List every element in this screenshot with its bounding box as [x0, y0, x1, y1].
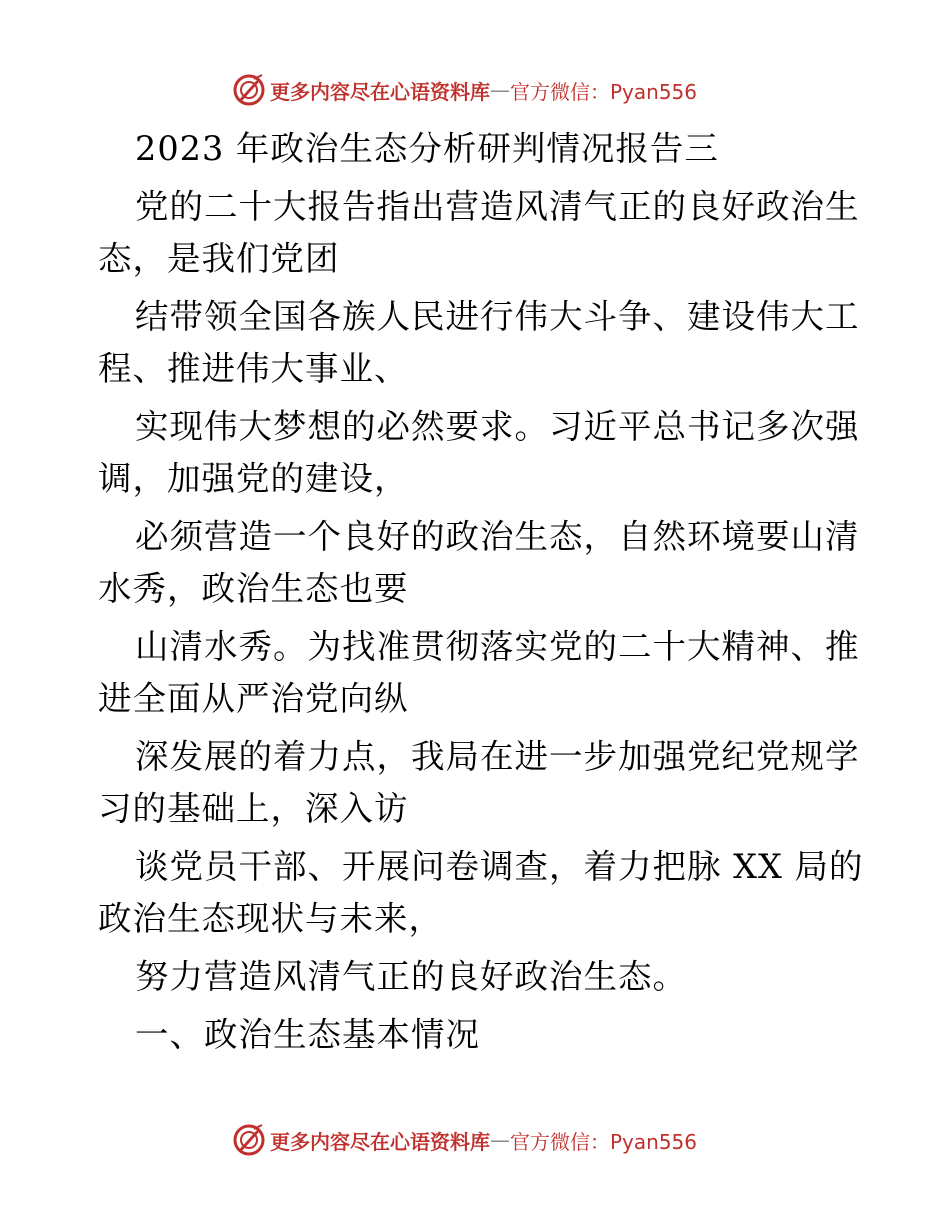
banner-wechat-id: 官方微信：Pyan556 — [510, 79, 698, 104]
paragraph-line: 山清水秀。为找准贯彻落实党的二十大精神、推 — [135, 627, 860, 666]
quill-pen-seal-icon — [232, 73, 266, 107]
banner-separator: — — [490, 1128, 510, 1152]
document-title: 2023 年政治生态分析研判情况报告三 — [135, 129, 719, 168]
paragraph-line: 习的基础上，深入访 — [98, 789, 409, 828]
banner-wechat-id: 官方微信：Pyan556 — [510, 1129, 698, 1154]
banner-text: 更多内容尽在心语资料库 — [270, 79, 490, 104]
document-body — [98, 123, 864, 1061]
header-watermark-banner — [232, 72, 697, 108]
paragraph-line: 调，加强党的建设， — [98, 459, 409, 498]
paragraph-line: 进全面从严治党向纵 — [98, 679, 409, 718]
paragraph-line: 努力营造风清气正的良好政治生态。 — [135, 957, 687, 996]
section-heading: 一、政治生态基本情况 — [135, 1015, 480, 1054]
quill-pen-seal-icon — [232, 1123, 266, 1157]
paragraph-line: 程、推进伟大事业、 — [98, 349, 409, 388]
paragraph-line: 态，是我们党团 — [98, 239, 340, 278]
paragraph-line: 党的二十大报告指出营造风清气正的良好政治生 — [135, 187, 860, 226]
paragraph-line: 结带领全国各族人民进行伟大斗争、建设伟大工 — [135, 297, 860, 336]
footer-watermark-banner — [232, 1122, 697, 1158]
paragraph-line: 深发展的着力点，我局在进一步加强党纪党规学 — [135, 737, 860, 776]
banner-text: 更多内容尽在心语资料库 — [270, 1129, 490, 1154]
paragraph-line: 水秀，政治生态也要 — [98, 569, 409, 608]
banner-separator: — — [490, 78, 510, 102]
paragraph-line: 谈党员干部、开展问卷调查，着力把脉 XX 局的 — [135, 847, 864, 886]
paragraph-line: 实现伟大梦想的必然要求。习近平总书记多次强 — [135, 407, 860, 446]
paragraph-line: 必须营造一个良好的政治生态，自然环境要山清 — [135, 517, 860, 556]
paragraph-line: 政治生态现状与未来， — [98, 899, 443, 938]
